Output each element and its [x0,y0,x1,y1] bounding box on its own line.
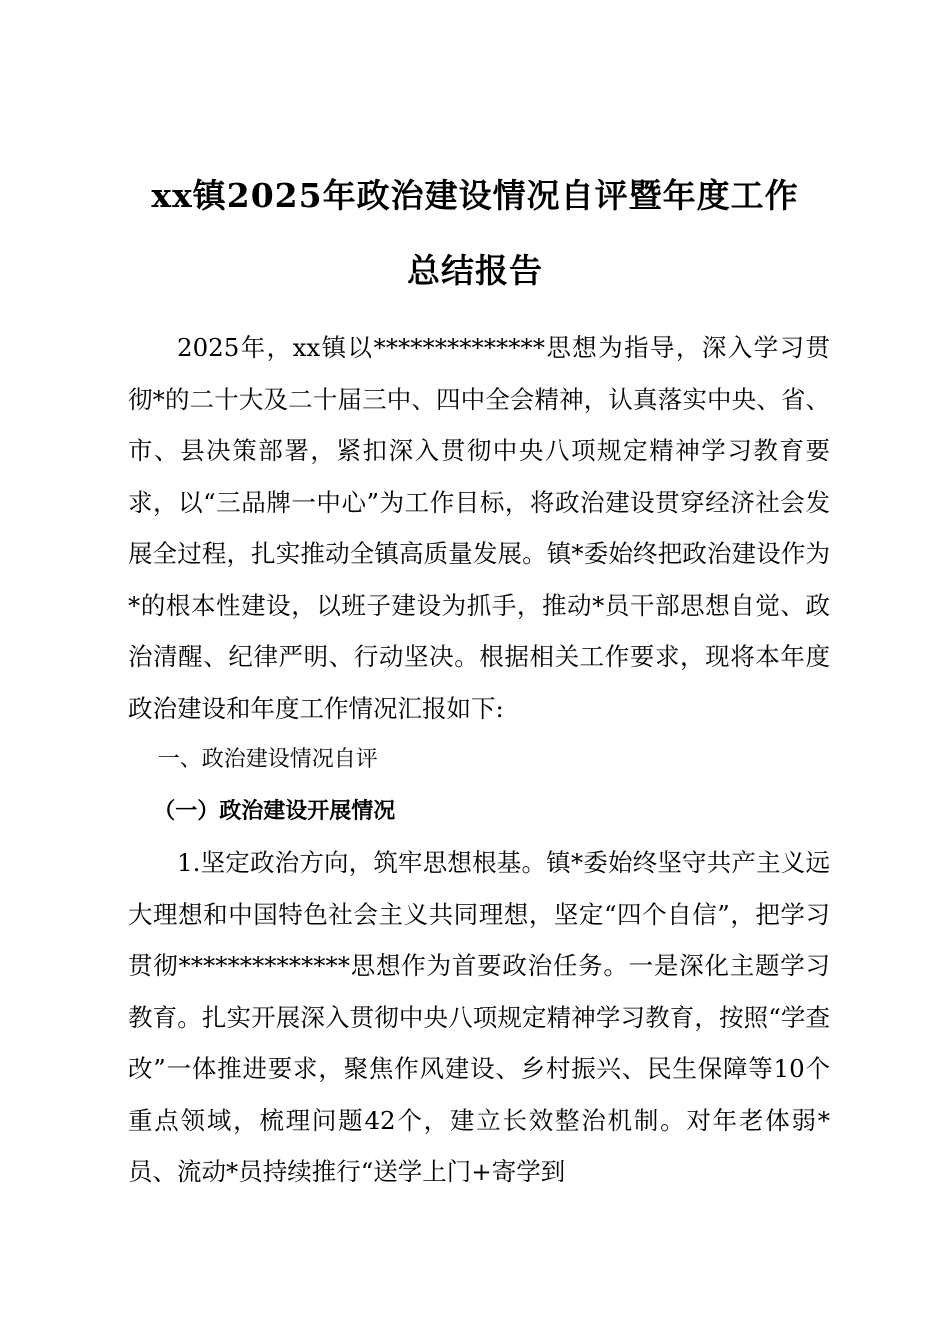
subsection-heading: （一）政治建设开展情况 [153,798,396,824]
document-title-line-2: 总结报告 [407,251,543,290]
document-body [128,322,830,1198]
document-title-line-1: xx镇2025年政治建设情况自评暨年度工作 [151,176,799,215]
body-paragraph: 1.坚定政治方向，筑牢思想根基。镇*委始终坚守共产主义远大理想和中国特色社会主义共同理想，坚定“四个自信”，把学习贯彻**************思想作为首要政治任务。一是深化主题学习教育。扎实开展深入贯彻中央八项规定精神学习教育，按照“学查改”一体推进要求，聚焦作风建设、乡村振兴、民生保障等10个重点领域，梳理问题42个，建立长效整治机制。对年老体弱*员、流动*员持续推行“送学上门+寄学到 [128,848,830,1186]
section-heading: 一、政治建设情况自评 [157,747,378,772]
intro-paragraph: 2025年，xx镇以**************思想为指导，深入学习贯彻*的二十大及二十届三中、四中全会精神，认真落实中央、省、市、县决策部署，紧扣深入贯彻中央八项规定精神学习教育要求，以“三品牌一中心”为工作目标，将政治建设贯穿经济社会发展全过程，扎实推动全镇高质量发展。镇*委始终把政治建设作为*的根本性建设，以班子建设为抓手，推动*员干部思想自觉、政治清醒、纪律严明、行动坚决。根据相关工作要求，现将本年度政治建设和年度工作情况汇报如下: [128,333,830,723]
